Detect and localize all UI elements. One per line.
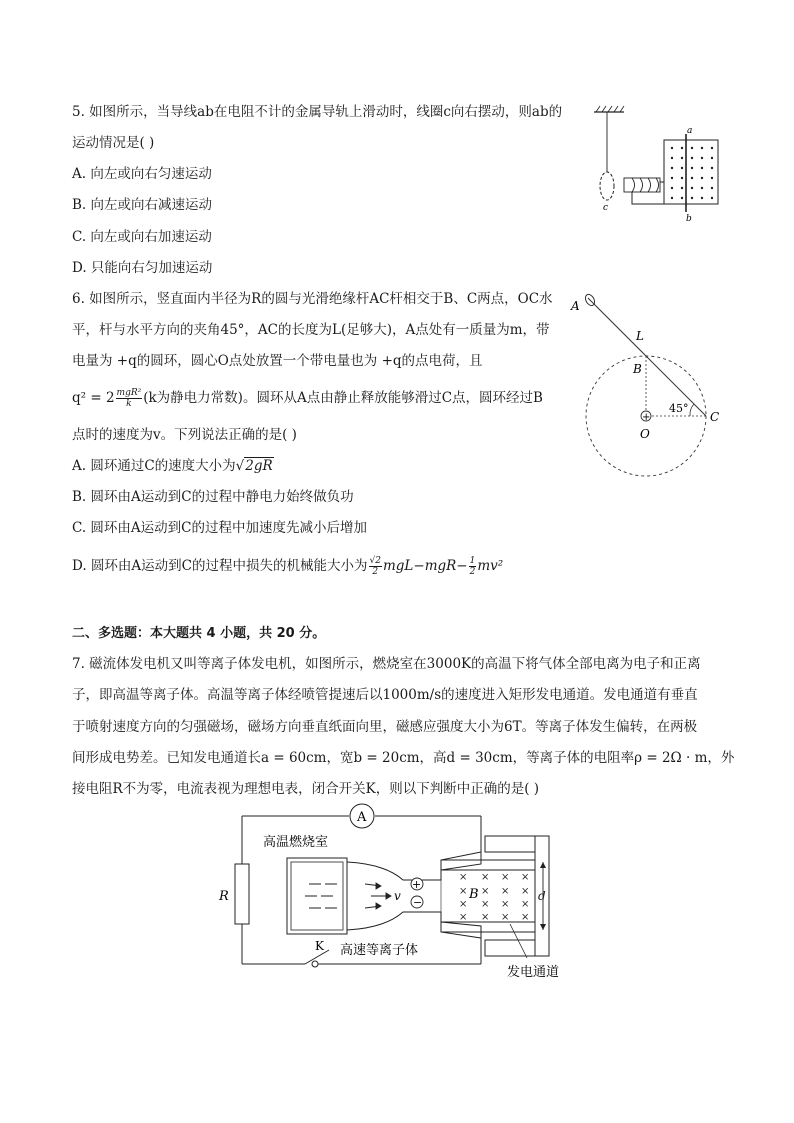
frac1-num: √2 xyxy=(369,556,381,566)
label-chamber: 高温燃烧室 xyxy=(263,835,329,850)
label-plus: + xyxy=(412,878,422,891)
q5-figure xyxy=(588,100,728,225)
rod-ac xyxy=(588,298,706,416)
label-c: c xyxy=(603,203,609,213)
q6-formula-post: (k为静电力常数)。圆环从A点由静止释放能够滑过C点，圆环经过B xyxy=(143,390,543,406)
q6-option-d-mid: mgL−mgR− xyxy=(382,558,468,574)
q7-stem-line3: 于喷射速度方向的匀强磁场，磁场方向垂直纸面向里，磁感应强度大小为6T。等离子体发生偏转，在两极 xyxy=(72,719,698,735)
sqrt-sign: √ xyxy=(235,458,245,474)
svg-text:×: × xyxy=(481,899,490,910)
svg-text:×: × xyxy=(481,872,490,883)
q6-option-d-frac2 xyxy=(469,556,477,577)
label-ammeter: A xyxy=(357,810,367,825)
label-minus: − xyxy=(413,896,423,909)
q7-stem-line1: 7. 磁流体发电机又叫等离子体发电机，如图所示，燃烧室在3000K的高温下将气体全部电离为电子和正离 xyxy=(72,656,701,672)
resistor xyxy=(235,864,249,924)
svg-text:×: × xyxy=(521,912,530,923)
q6-figure xyxy=(566,288,738,484)
svg-text:×: × xyxy=(459,886,468,897)
q5-option-b: B. 向左或向右减速运动 xyxy=(72,197,213,213)
q5-stem-line1: 5. 如图所示，当导线ab在电阻不计的金属导轨上滑动时，线圈c向右摆动，则ab的 xyxy=(72,104,563,120)
q6-frac-num: mgR² xyxy=(116,388,142,398)
q5-option-d: D. 只能向右匀加速运动 xyxy=(72,260,213,276)
label-d: d xyxy=(538,889,546,903)
label-B: B xyxy=(633,362,642,376)
label-B: B xyxy=(469,887,479,902)
q6-stem-line1: 6. 如图所示，竖直面内半径为R的圆与光滑绝缘杆AC杆相交于B、C两点，OC水 xyxy=(72,291,553,307)
label-A: A xyxy=(571,299,580,313)
svg-text:×: × xyxy=(481,912,490,923)
svg-text:×: × xyxy=(521,872,530,883)
svg-text:×: × xyxy=(459,899,468,910)
charge-plus: + xyxy=(642,412,651,423)
svg-text:×: × xyxy=(501,886,510,897)
q6-option-d-text: D. 圆环由A运动到C的过程中损失的机械能大小为 xyxy=(72,558,368,574)
electrode-top xyxy=(441,860,535,870)
q6-option-d-post: mv² xyxy=(477,558,504,574)
q5-option-a: A. 向左或向右匀速运动 xyxy=(72,166,212,182)
q7-figure xyxy=(205,800,580,990)
frac2-num: 1 xyxy=(469,556,476,566)
label-plasma: 高速等离子体 xyxy=(340,943,419,958)
label-angle: 45° xyxy=(669,402,689,415)
frac1-den: 2 xyxy=(372,567,379,577)
svg-text:×: × xyxy=(459,912,468,923)
q6-option-d-frac1 xyxy=(369,556,382,577)
svg-text:×: × xyxy=(521,886,530,897)
label-R: R xyxy=(219,889,229,904)
frac2-den: 2 xyxy=(469,567,476,577)
label-b: b xyxy=(686,214,692,224)
svg-text:×: × xyxy=(501,872,510,883)
label-L: L xyxy=(636,329,644,343)
svg-text:×: × xyxy=(501,899,510,910)
field-dots xyxy=(671,147,713,199)
label-channel: 发电通道 xyxy=(507,965,560,980)
svg-text:×: × xyxy=(501,912,510,923)
q6-option-a-radicand: 2gR xyxy=(245,458,273,474)
q6-frac-den: k xyxy=(126,399,132,409)
svg-text:×: × xyxy=(481,886,490,897)
q6-stem-line5: 点时的速度为v。下列说法正确的是( ) xyxy=(72,427,297,443)
q7-stem-line4: 间形成电势差。已知发电通道长a = 60cm，宽b = 20cm，高d = 30cm，等离子体的电阻率ρ = 2Ω · m，外 xyxy=(72,750,735,766)
q7-stem-line5: 接电阻R不为零，电流表视为理想电表，闭合开关K，则以下判断中正确的是( ) xyxy=(72,781,540,797)
coil-ring xyxy=(600,172,614,200)
q6-stem-line2: 平，杆与水平方向的夹角45°，AC的长度为L(足够大)，A点处有一质量为m，带 xyxy=(72,322,550,338)
svg-text:×: × xyxy=(521,899,530,910)
q6-formula-fraction xyxy=(116,388,143,409)
q6-option-d xyxy=(72,556,503,577)
q7-stem-line2: 子，即高温等离子体。高温等离子体经喷管提速后以1000m/s的速度进入矩形发电通道。发电通道有垂直 xyxy=(72,687,698,703)
label-K: K xyxy=(315,939,324,953)
q6-option-b: B. 圆环由A运动到C的过程中静电力始终做负功 xyxy=(72,489,354,505)
q5-option-c: C. 向左或向右加速运动 xyxy=(72,229,212,245)
q6-option-a xyxy=(72,457,274,475)
q6-option-a-text: A. 圆环通过C的速度大小为 xyxy=(72,458,236,474)
label-O: O xyxy=(640,427,650,441)
section-heading: 二、多选题：本大题共 4 小题，共 20 分。 xyxy=(72,626,326,641)
label-v: v xyxy=(394,889,401,903)
label-C: C xyxy=(710,410,720,424)
svg-text:×: × xyxy=(459,872,468,883)
q6-stem-line4 xyxy=(72,388,543,409)
q5-stem-line2: 运动情况是( ) xyxy=(72,135,155,151)
q6-option-c: C. 圆环由A运动到C的过程中加速度先减小后增加 xyxy=(72,520,368,536)
q6-formula-pre: q² = 2 xyxy=(72,390,115,406)
q6-stem-line3: 电量为 +q的圆环，圆心O点处放置一个带电量也为 +q的点电荷，且 xyxy=(72,353,483,369)
label-a: a xyxy=(687,126,693,136)
